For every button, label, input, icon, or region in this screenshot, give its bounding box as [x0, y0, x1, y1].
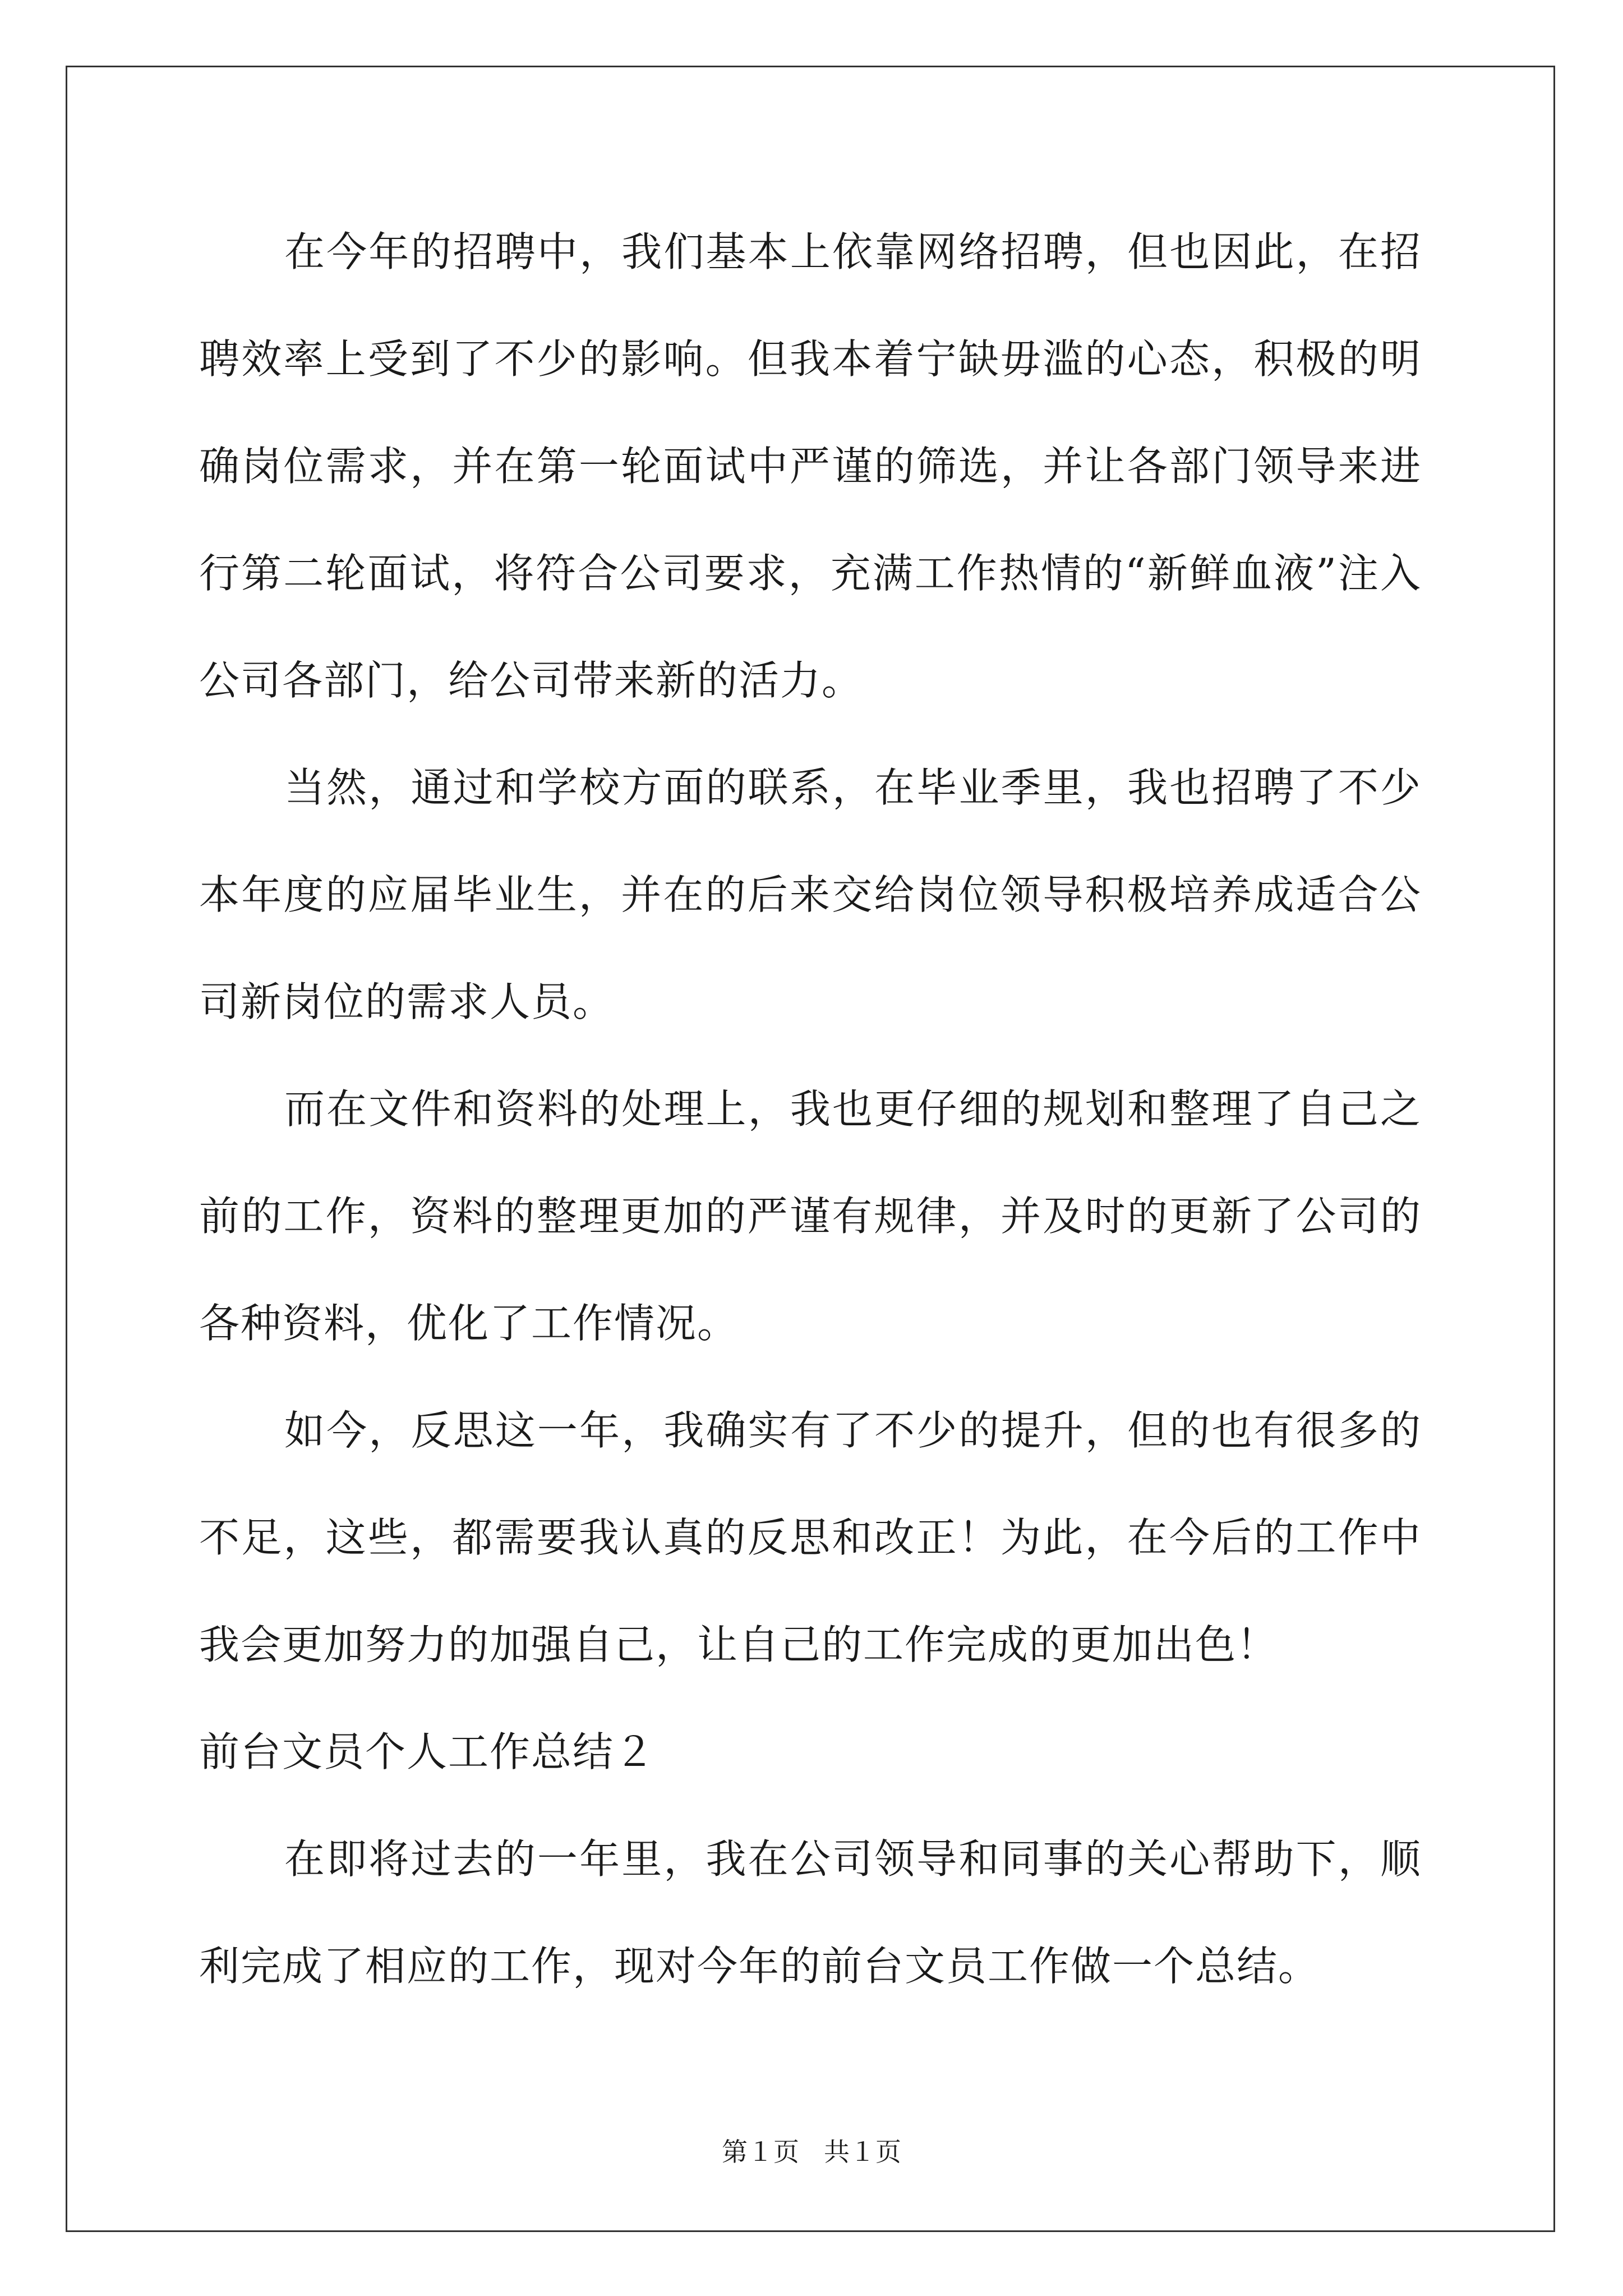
paragraph-graduates: 当然，通过和学校方面的联系，在毕业季里，我也招聘了不少本年度的应届毕业生，并在的后来交给岗位领导积极培养成适合公司新岗位的需求人员。 [199, 764, 1422, 1025]
page-number: 第１页 [722, 2137, 799, 2167]
section-heading: 前台文员个人工作总结２ [199, 1728, 656, 1775]
page-footer [0, 2135, 1623, 2169]
paragraph-recruitment: 在今年的招聘中，我们基本上依靠网络招聘，但也因此，在招聘效率上受到了不少的影响。但我本着宁缺毋滥的心态，积极的明确岗位需求，并在第一轮面试中严谨的筛选，并让各部门领导来进行第二轮面试，将符合公司要求，充满工作热情的“新鲜血液”注入公司各部门，给公司带来新的活力。 [199, 228, 1422, 704]
paragraph-summary-intro: 在即将过去的一年里，我在公司领导和同事的关心帮助下，顺利完成了相应的工作，现对今年的前台文员工作做一个总结。 [199, 1835, 1422, 1990]
document-body [199, 199, 1422, 2020]
paragraph-documents: 而在文件和资料的处理上，我也更仔细的规划和整理了自己之前的工作，资料的整理更加的严谨有规律，并及时的更新了公司的各种资料，优化了工作情况。 [199, 1085, 1422, 1347]
page-total: 共１页 [824, 2137, 901, 2167]
paragraph-reflection: 如今，反思这一年，我确实有了不少的提升，但的也有很多的不足，这些，都需要我认真的反思和改正！为此，在今后的工作中我会更加努力的加强自己，让自己的工作完成的更加出色！ [199, 1407, 1422, 1668]
